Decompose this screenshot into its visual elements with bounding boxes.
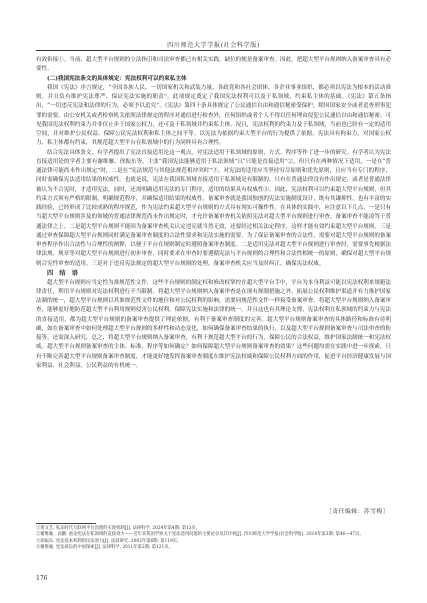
footnote-divider <box>36 523 96 524</box>
footnotes <box>36 526 391 552</box>
paragraph-1: 有效衔接①。当前，超大型平台规则的立法指引和司法审查都已有相关实践，缺位的便是备案审查。因此，把超大型平台规则纳入备案审查具有必要性。 <box>36 57 391 73</box>
footnote-3: ③徐振东. 宪法基本权利的民法效力[J]. 法商研究, 2002年第6期: 第119页。 <box>36 538 182 544</box>
article-body <box>36 56 391 371</box>
journal-header: 四川师范大学学报(社会科学版) <box>167 42 260 49</box>
page-number: 176 <box>36 575 48 582</box>
paragraph-4: 超大型平台规则应当定性为准规范性文件，这些平台规则的制定权和修改权掌控在超大型平台手中，平台为本身利益可能以宪法权利来规避法律责任，利用平台规则对宪法权利进行不当限制。将超大型平台规则纳入备案审查是在现有规制措施之外，拓展公民权利维护渠道并有力推护国家法制的统一，超大型平台规则以其准规范性文件的地位和对公民权利的影响，需要同规范性文件一样接受备案审查。将超大型平台规则纳入备案审查，能够更好地防范超大型平台利用规则侵害公民权利，保障宪法实施和法律的统一。并且这也有其理论支撑，宪法权利在私领域的约束力与宪法的直接适用，都为超大型平台规则的备案审查提供了理论依据，有利于备案审查制度的完善。超大型平台规则备案审查的具体路径和标准有待明确，如在备案审查中如何处理超大型平台规则的多样性和动态变化，如何确保备案审查结果的执行，以及超大型平台规则备案审查与司法审查的衔接等，还需深入研究。总之，将超大型平台规则纳入备案审查，有利于规范超大型平台的行为，保障公民的合法权益，维护国家法制统一和宪法权威。超大型平台规则备案审查的主体、标准、程序等如何确定？如何保障超大型平台规则备案审查的效果？这些问题均需在实践中进一步探索，只有不断完善超大型平台规则备案审查制度，才能更好地发挥备案审查制度在维护宪法权威和保障公民权利方面的作用，促进平台经济健康发展与国家利益、社会利益、公民利益的有机统一。 <box>36 279 391 369</box>
subsection-heading-2: (二)我国宪法条文的具体规定：宪法权利可以约束私主体 <box>47 75 187 82</box>
footnote-2: ②谢维雁、高鹏. 重论宪法在私领域的直接效力——近年来我国学界关于宪法适用问题的主要论争及其评析[J]. 四川师范大学学报(社会科学版), 2014年第3期: 第46—47页。 <box>36 532 364 538</box>
paragraph-2: 我国《宪法》序言规定，“全国各族人民、一切国家机关和武装力量、各政党和各社会团体、各企业事业组织，都必须以宪法为根本的活动准则，并且负有维护宪法尊严、保证宪法实施的职责”。此项规定奠定了我国宪法权利可以及于私领域，约束私主体的基础。《宪法》第五条指出，“一切违反宪法和法律的行为，必须予以追究”。《宪法》第四十条具体规定了公民通信自由和通信秘密受保护，除因国家安全或者追查刑事犯罪的需要，由公安机关或者检察机关依照法律规定的程序对通信进行检查外，任何组织或者个人不得以任何理由侵犯公民通信自由和通信秘密。可见我国宪法权利约束力并非仅止步于国家公权力，还可及于私领域并约束私主体。况且，宪法权利的约束力及于私领域，当前也已经有一定的适用空间，并对维护公民权益、保障公民宪法权利和私主体之间平等、以宪法为依据约束大型平台的行为提供了依据。宪法具有拘束力，对国家公权力、私主体都有约束，其规范超大型平台在私领域中的行为同样具有合理性。 <box>36 84 391 147</box>
footnote-4: ④谢维雁. 宪法诉讼的中国探索[J]. 法律科学, 2011年第2期: 第121页。 <box>36 545 173 551</box>
responsible-editor: ［责任编辑：苏雪梅］ <box>326 509 389 515</box>
header-divider <box>36 50 391 51</box>
paragraph-3: 结合宪法具体条文，有学者提出了宪法直接适用论这一观点，对宪法适用于私领域的原则、方式、程序等作了进一步的研究。有学者认为宪法直接适用论的学者主要有谢维雁、徐振东等，主张“我国宪法能够适用于私法领域”且“只能是直接适用”②，但只有在两种情况下适用，一是在“普通法律可能尚未作出规定”时，二是在“宪法规范与其他法规范相冲突时”③。对宪法的适用应当坚持穷尽原则和优先原则，且应当有专门的程序，同时需确保宪法适用结果的权威性。也就是说，宪法在我国私领域直接适用于私领域是有限制的，只有在普通法律没有作出规定，或者是普通法律被认为不合宪时，才适用宪法。同时，还需明确适用宪法的专门程序，适用的结果具有权威性④。因此，宪法权利可以约束超大型平台规则，但其约束方式须有严格的限制，明确规范程序，并确保适用结果的权威性。备案审查就是我国独创的宪法实施制度设计，既有其谦抑性，也有丰富的实践经验，已经形成了比较成熟的程序规范，作为宪法约束超大型平台规则的方式具有现实可操作性。在具体的实践中，应注意以下几点，一是只有当超大型平台规则涉及的领域的普通法律规范尚未作出规定时，才允许备案审查机关依照宪法对超大型平台规则进行审查，备案审查不能凌驾于普通法律之上。二是超大型平台规则不能因为备案审查机关认定违宪就当然无效，还要经过相关法定程序，这样才能有效约束超大型平台规则。三是通过审查保障超大型平台规则同时满足备案审查制度的合法性要求和宪法实施的需要。为了保证备案审查的合法性，需要对超大型平台规则的备案审查程序作出合法性与合理性的阐释，以便于平台在规则制定时遵照备案审查制度。二是适用宪法对超大型平台规则进行审查时，需要事先根据法律法规、规章等对超大型平台规则进行初步审查，同时要求在审查时要遵循宪法与平台规则的合理性和合法性相统一的原则，确保对超大型平台规则合宪性审查的适用。三是对于违反宪法规定的超大型平台规则的处理，备案审查机关应当及时纠正，确保宪法权威。 <box>36 149 391 267</box>
footnote-1: ①黄文艺. 私法时代互联网平台治理的实现机制[J]. 法律科学, 2024年第4期: 第13页。 <box>36 526 201 531</box>
section-heading-conclusion: 四 结 语 <box>47 269 78 277</box>
